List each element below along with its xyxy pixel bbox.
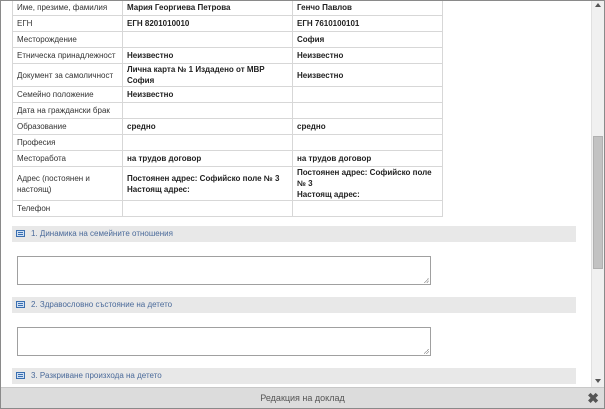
father-value: средно: [293, 119, 443, 135]
row-label: Месторабота: [13, 151, 123, 167]
father-value: [293, 103, 443, 119]
mother-value: [123, 32, 293, 48]
table-row: [13, 48, 443, 64]
scroll-up-arrow-icon[interactable]: [595, 3, 601, 7]
row-label: Месторождение: [13, 32, 123, 48]
table-row: [13, 32, 443, 48]
section-header-child-health[interactable]: [12, 297, 576, 313]
dialog-title: Редакция на доклад: [260, 393, 345, 403]
dialog-content: [1, 1, 591, 387]
row-label: Дата на граждански брак: [13, 103, 123, 119]
table-row: [13, 1, 443, 16]
father-value: [293, 201, 443, 217]
resize-grip-icon[interactable]: [424, 349, 429, 354]
father-value: [293, 87, 443, 103]
table-row: [13, 201, 443, 217]
section-header-child-origin[interactable]: [12, 368, 576, 384]
father-value: София: [293, 32, 443, 48]
child-health-textarea[interactable]: [17, 327, 431, 356]
mother-value: Неизвестно: [123, 48, 293, 64]
scrollbar-thumb[interactable]: [593, 136, 603, 269]
comment-icon: [16, 230, 25, 237]
table-row: [13, 16, 443, 32]
table-row: [13, 87, 443, 103]
row-label: ЕГН: [13, 16, 123, 32]
mother-value: средно: [123, 119, 293, 135]
close-icon[interactable]: ✖: [587, 390, 599, 406]
father-value: [293, 135, 443, 151]
row-label: Образование: [13, 119, 123, 135]
person-table: [12, 1, 443, 217]
section-header-family-dynamics[interactable]: [12, 226, 576, 242]
mother-value: [123, 135, 293, 151]
row-label: Адрес (постоянен и настоящ): [13, 167, 123, 201]
mother-value: Постоянен адрес: Софийско поле № 3 Настоящ адрес:: [123, 167, 293, 201]
father-value: Генчо Павлов: [293, 1, 443, 16]
father-value: Постоянен адрес: Софийско поле № 3 Настоящ адрес:: [293, 167, 443, 201]
row-label: Етническа принадлежност: [13, 48, 123, 64]
mother-value: [123, 103, 293, 119]
table-row: [13, 135, 443, 151]
mother-value: Неизвестно: [123, 87, 293, 103]
mother-value: [123, 201, 293, 217]
mother-value: Лична карта № 1 Издадено от МВР София: [123, 64, 293, 87]
father-value: ЕГН 7610100101: [293, 16, 443, 32]
row-label: Професия: [13, 135, 123, 151]
table-row: [13, 64, 443, 87]
section-title: 3. Разкриване произхода на детето: [31, 371, 162, 380]
row-label: Име, презиме, фамилия: [13, 1, 123, 16]
family-dynamics-textarea[interactable]: [17, 256, 431, 285]
vertical-scrollbar[interactable]: [591, 1, 605, 387]
row-label: Документ за самоличност: [13, 64, 123, 87]
father-value: Неизвестно: [293, 64, 443, 87]
table-row: [13, 151, 443, 167]
dialog-footer: [1, 387, 604, 409]
section-title: 1. Динамика на семейните отношения: [31, 229, 173, 238]
mother-value: на трудов договор: [123, 151, 293, 167]
mother-value: ЕГН 8201010010: [123, 16, 293, 32]
mother-value: Мария Георгиева Петрова: [123, 1, 293, 16]
scroll-down-arrow-icon[interactable]: [595, 379, 601, 383]
father-value: Неизвестно: [293, 48, 443, 64]
section-title: 2. Здравословно състояние на детето: [31, 300, 173, 309]
table-row: [13, 103, 443, 119]
comment-icon: [16, 301, 25, 308]
row-label: Семейно положение: [13, 87, 123, 103]
table-row: [13, 119, 443, 135]
comment-icon: [16, 372, 25, 379]
table-row: [13, 167, 443, 201]
father-value: на трудов договор: [293, 151, 443, 167]
resize-grip-icon[interactable]: [424, 278, 429, 283]
row-label: Телефон: [13, 201, 123, 217]
